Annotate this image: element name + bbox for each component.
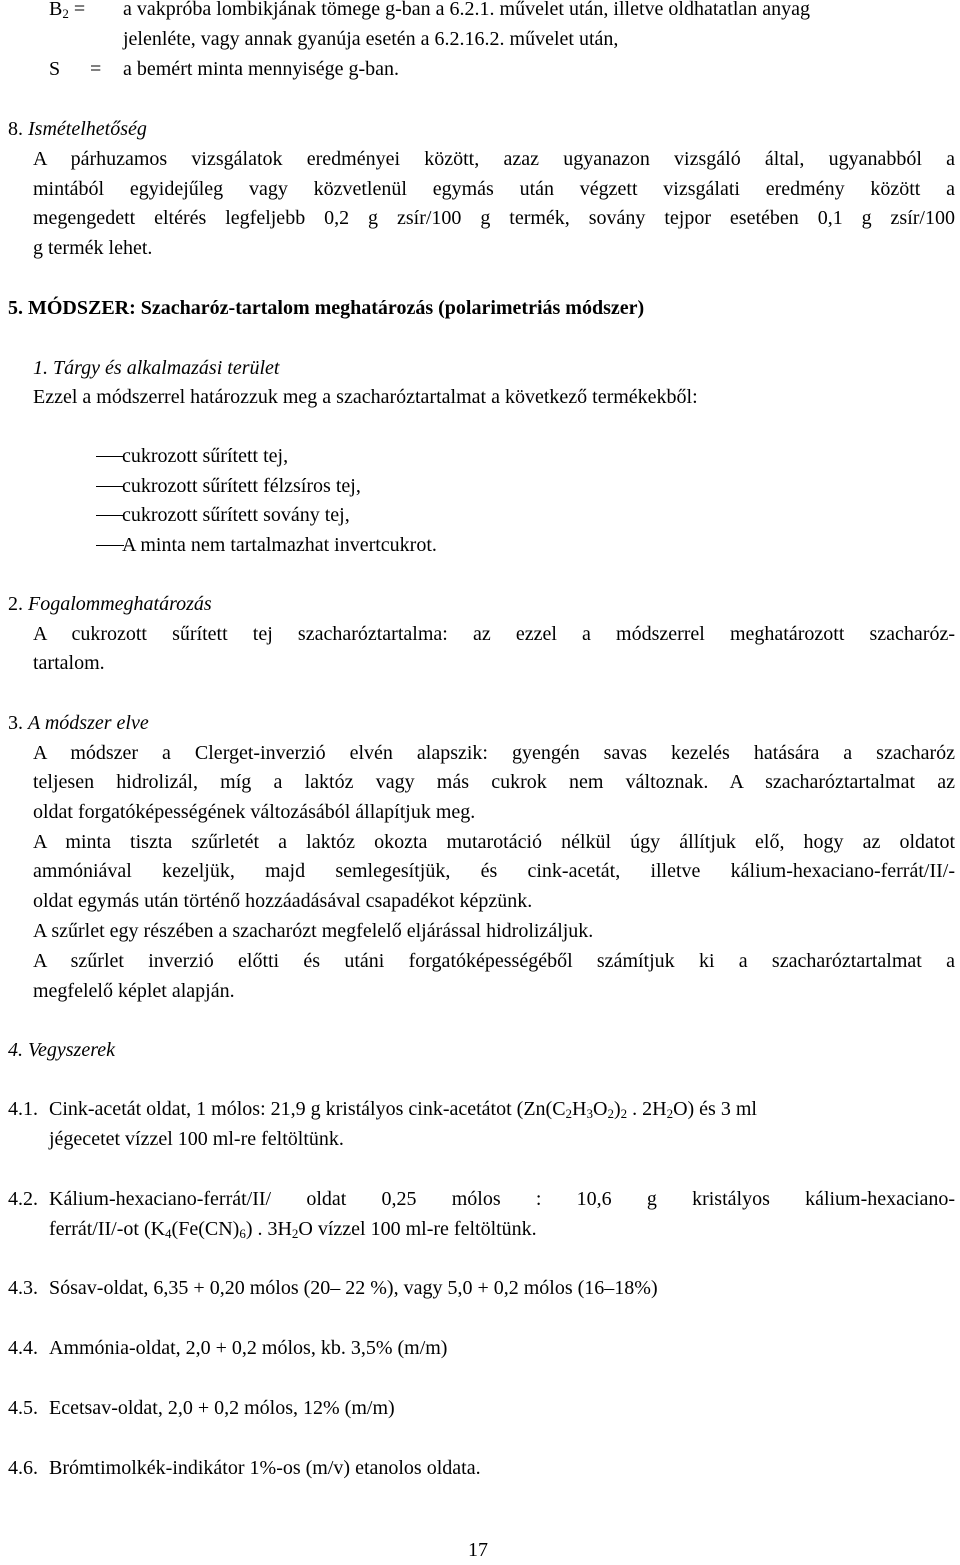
item-4-2-line-2: ferrát/II/-ot ($K_4(Fe(CN)_6)$ . $3H_2O$ vízzel 100 ml-re feltöltünk. [49,1218,537,1241]
section-3-line-7: A szűrlet egy részében a szacharózt megfelelő eljárással hidrolizáljuk. [33,920,594,942]
list-item: A minta nem tartalmazhat invertcukrot. [122,534,437,556]
item-4-5-number: 4.5. [8,1397,38,1419]
list-item: cukrozott sűrített félzsíros tej, [122,475,361,497]
item-4-5-text: Ecetsav-oldat, 2,0 + 0,2 mólos, 12% (m/m) [49,1397,395,1419]
s-label: S [49,58,61,80]
section-8-line-2: mintából egyidejűleg vagy közvetlenül egymás után végzett vizsgálati eredmény között a [33,178,955,200]
section-1-intro: Ezzel a módszerrel határozzuk meg a szacharóztartalmat a következő termékekből: [33,386,698,408]
item-4-6-text: Brómtimolkék-indikátor 1%-os (m/v) etanolos oldata. [49,1457,481,1479]
item-4-4-text: Ammónia-oldat, 2,0 + 0,2 mólos, kb. 3,5% (m/m) [49,1337,448,1359]
method-5-heading: 5. MÓDSZER: Szacharóz-tartalom meghatározás (polarimetriás módszer) [8,297,645,319]
section-3-line-8: A szűrlet inverzió előtti és utáni forgatóképességéből számítjuk ki a szacharóztartalmat a [33,950,955,972]
section-2-line-2: tartalom. [33,652,105,674]
section-8-line-1: A párhuzamos vizsgálatok eredményei között, azaz ugyanazon vizsgáló által, ugyanabból a [33,148,955,170]
item-4-1-line-2: jégecetet vízzel 100 ml-re feltöltünk. [49,1128,344,1150]
b2-text-line-2: jelenléte, vagy annak gyanúja esetén a 6.2.16.2. művelet után, [123,28,619,50]
list-bullet-dash [96,515,124,516]
section-3-line-9: megfelelő képlet alapján. [33,980,235,1002]
list-bullet-dash [96,545,124,546]
section-2-heading: 2. Fogalommeghatározás [8,593,212,615]
section-1-heading: 1. Tárgy és alkalmazási terület [33,357,280,379]
section-3-line-6: oldat egymás után történő hozzáadásával csapadékot képzünk. [33,890,533,912]
section-4-heading: 4. Vegyszerek [8,1039,115,1061]
list-bullet-dash [96,456,124,457]
section-2-line-1: A cukrozott sűrített tej szacharóztartalma: az ezzel a módszerrel meghatározott szacharóz- [33,623,955,645]
b2-text-line-1: a vakpróba lombikjának tömege g-ban a 6.2.1. művelet után, illetve oldhatatlan anyag [123,0,811,20]
section-8-line-3: megengedett eltérés legfeljebb 0,2 g zsír/100 g termék, sovány tejpor esetében 0,1 g zsír/100 [33,207,955,229]
section-3-line-2: teljesen hidrolizál, míg a laktóz vagy más cukrok nem változnak. A szacharóztartalmat az [33,771,955,793]
item-4-2-number: 4.2. [8,1188,38,1210]
item-4-6-number: 4.6. [8,1457,38,1479]
s-equals: = [90,58,102,80]
item-4-4-number: 4.4. [8,1337,38,1359]
section-3-line-1: A módszer a Clerget-inverzió elvén alapszik: gyengén savas kezelés hatására a szacharóz [33,742,955,764]
b2-label: $B_2$ = [49,0,86,21]
item-4-1-number: 4.1. [8,1098,38,1120]
s-text: a bemért minta mennyisége g-ban. [123,58,400,80]
section-8-heading: 8. Ismételhetőség [8,118,147,140]
item-4-3-text: Sósav-oldat, 6,35 + 0,20 mólos (20– 22 %), vagy 5,0 + 0,2 mólos (16–18%) [49,1277,658,1299]
item-4-1-line-1: Cink-acetát oldat, 1 mólos: 21,9 g kristályos cink-acetátot ($Zn(C_2H_3O_2)_2$ . $2H_2O$) és 3 ml [49,1098,757,1121]
list-item: cukrozott sűrített tej, [122,445,289,467]
item-4-2-line-1: Kálium-hexaciano-ferrát/II/ oldat 0,25 mólos : 10,6 g kristályos kálium-hexaciano- [49,1188,955,1210]
item-4-3-number: 4.3. [8,1277,38,1299]
section-3-line-3: oldat forgatóképességének változásából állapítjuk meg. [33,801,476,823]
list-bullet-dash [96,486,124,487]
list-item: cukrozott sűrített sovány tej, [122,504,350,526]
section-3-heading: 3. A módszer elve [8,712,149,734]
section-8-line-4: g termék lehet. [33,237,153,259]
section-3-line-5: ammóniával kezeljük, majd semlegesítjük, és cink-acetát, illetve kálium-hexaciano-ferrát/II/- [33,860,955,882]
section-3-line-4: A minta tiszta szűrletét a laktóz okozta mutarotáció nélkül úgy állítjuk elő, hogy az oldatot [33,831,955,853]
page-number: 17 [468,1539,488,1561]
